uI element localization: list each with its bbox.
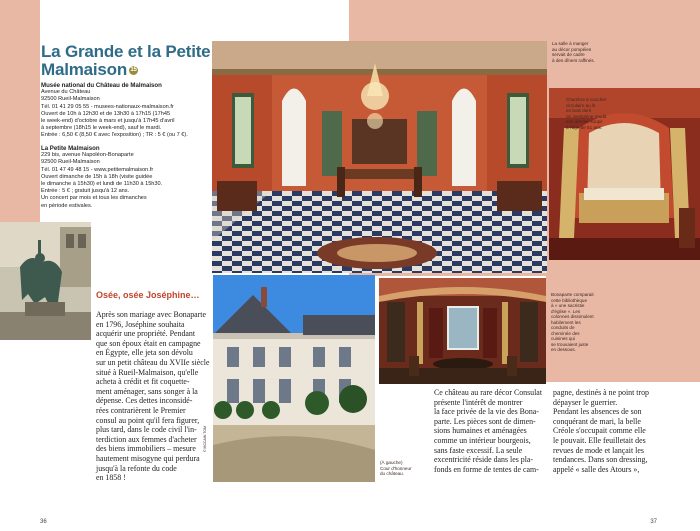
caption-dining-room bbox=[552, 41, 622, 63]
body-line: rées contrarièrent le Premier bbox=[96, 405, 186, 415]
caption-line: à l'âge de 51 ans. bbox=[566, 124, 603, 130]
info-grande bbox=[41, 82, 216, 140]
caption-line: (À gauche) bbox=[380, 460, 403, 465]
body-line: plus tard, dans le code civil l'in- bbox=[96, 425, 197, 435]
info-line: le dimanche à 15h30) et lundi de 11h30 à 15h30. bbox=[41, 181, 163, 188]
caption-line: Cour d'honneur bbox=[380, 465, 412, 471]
body-line: consul au point qu'il fera figurer, bbox=[96, 415, 200, 425]
body-line: terdiction aux femmes d'acheter bbox=[96, 434, 197, 444]
body-line: parte. Les pièces sont de dimen- bbox=[434, 416, 536, 426]
caption-line: d'église ». Les bbox=[551, 308, 581, 314]
body-column-1 bbox=[96, 310, 214, 483]
caption-line: son dernier soupir bbox=[566, 119, 603, 124]
caption-line: La salle à manger bbox=[552, 41, 589, 46]
body-line: en 1858 ! bbox=[96, 473, 126, 483]
info-line: Ouvert dimanche de 15h à 18h (visite guidée bbox=[41, 173, 153, 180]
title-line-1: La Grande et la Petite bbox=[41, 42, 211, 61]
body-line: présente l'intérêt de montrer bbox=[434, 397, 523, 407]
caption-line: en bois doré bbox=[566, 108, 592, 113]
title-line-2: Malmaison bbox=[41, 60, 128, 79]
body-line: hautement misogyne qui perdura bbox=[96, 453, 200, 463]
pink-left-sidebar bbox=[0, 0, 40, 222]
caption-line: cheminée des bbox=[551, 330, 580, 336]
body-line: Ce château au rare décor Consulat bbox=[434, 388, 543, 397]
caption-line: en dessous. bbox=[551, 347, 576, 352]
body-line: dépayser le guerrier. bbox=[553, 397, 618, 407]
info-line: Ouvert de 10h à 12h30 et de 13h30 à 17h15 (17h45 bbox=[41, 110, 171, 117]
info-line: Entrée : 6,50 € (8,50 € avec l'exposition) ; TR : 5 € (ou 7 €). bbox=[41, 132, 188, 139]
body-line: dépense. Ces dettes inconsidé- bbox=[96, 396, 193, 406]
caption-line: au décor pompéien bbox=[552, 46, 592, 52]
caption-line: colonnes dissimulent bbox=[551, 314, 594, 319]
body-line: appelé « salle des Atours », bbox=[553, 464, 640, 474]
body-line: conquérant de mari, la belle bbox=[553, 416, 641, 426]
info-line: 92500 Rueil-Malmaison bbox=[41, 96, 100, 103]
caption-line: circulaire au lit bbox=[566, 102, 596, 108]
body-line: pagne, destinés à ne point trop bbox=[553, 388, 649, 397]
body-line: sions humaines et aménagées bbox=[434, 426, 527, 436]
page-title bbox=[41, 43, 211, 79]
caption-line: où Joséphine rendit bbox=[566, 113, 607, 119]
body-line: Après son mariage avec Bonaparte bbox=[96, 310, 206, 319]
info-line: 229 bis, avenue Napoléon-Bonaparte bbox=[41, 152, 134, 159]
photo-credit: © MCCAIN TOM bbox=[203, 426, 207, 452]
info-line: Tél. 01 41 29 05 55 - musees-nationaux-malmaison.fr bbox=[41, 103, 174, 110]
body-line: jusqu'à la refonte du code bbox=[96, 463, 177, 473]
info-line: à septembre (18h15 le week-end), sauf le mardi. bbox=[41, 125, 162, 132]
body-line: Pendant les absences de son bbox=[553, 407, 642, 417]
body-line: situé à Rueil-Malmaison, qu'elle bbox=[96, 367, 199, 377]
caption-line: Chambre à coucher bbox=[566, 97, 607, 102]
info-line: Avenue du Château bbox=[41, 89, 91, 96]
page-number-left: 36 bbox=[40, 519, 47, 525]
info-petite-heading: La Petite Malmaison bbox=[41, 145, 100, 152]
body-line: revues de mode et lançait les bbox=[553, 445, 644, 455]
body-line: sur un petit château du XVIIe siècle bbox=[96, 357, 210, 367]
body-line: le pouvait. Elle feuilletait des bbox=[553, 435, 646, 445]
body-column-2 bbox=[434, 388, 552, 474]
caption-library bbox=[551, 292, 621, 353]
photo-library bbox=[379, 278, 546, 384]
info-petite bbox=[41, 145, 216, 210]
body-line: acheta à crédit et fit coquette- bbox=[96, 377, 190, 387]
caption-cour bbox=[380, 460, 430, 477]
caption-line: se trouvaient juste bbox=[551, 341, 589, 347]
info-line: en période estivales. bbox=[41, 202, 93, 209]
photo-statue bbox=[0, 222, 91, 340]
caption-line: conduits de bbox=[551, 325, 575, 330]
info-line: Tél. 01 47 49 48 15 - www.petitemalmaison.fr bbox=[41, 166, 154, 173]
body-line: sans faste excessif. La seule bbox=[434, 445, 523, 455]
body-line: excentricité réside dans les pla- bbox=[434, 455, 534, 465]
section-heading: Osée, osée Joséphine… bbox=[96, 290, 200, 300]
body-line: en Égypte, elle jeta son dévolu bbox=[96, 348, 193, 358]
info-line: Un concert par mois et tous les dimanches bbox=[41, 195, 147, 202]
body-line: fonds en forme de tentes de cam- bbox=[434, 464, 539, 474]
caption-line: à des dîners raffinés. bbox=[552, 57, 595, 63]
photo-chateau bbox=[213, 275, 375, 482]
photo-dining-room bbox=[212, 41, 547, 273]
caption-line: cuisines qui bbox=[551, 336, 576, 341]
caption-line: du château. bbox=[380, 471, 405, 476]
caption-line: habilement les bbox=[551, 319, 581, 325]
info-grande-heading: Musée national du Château de Malmaison bbox=[41, 82, 162, 89]
body-line: en 1796, Joséphine souhaita bbox=[96, 319, 185, 329]
body-line: ment aménager, sans songer à la bbox=[96, 386, 198, 396]
caption-bedroom bbox=[566, 97, 636, 130]
caption-line: cette bibliothèque bbox=[551, 297, 588, 303]
body-line: la face privée de la vie des Bona- bbox=[434, 407, 539, 417]
info-line: le week-end) d'octobre à mars et jusqu'à 17h45 d'avril bbox=[41, 118, 175, 125]
number-badge: 15 bbox=[130, 67, 137, 74]
caption-line: Bonaparte comparait bbox=[551, 292, 594, 297]
body-column-3 bbox=[553, 388, 678, 474]
body-line: tendances. Dans son dressing, bbox=[553, 455, 648, 465]
caption-line: à « une sacristie bbox=[551, 303, 585, 308]
body-line: Créole s'occupait comme elle bbox=[553, 426, 646, 436]
body-line: des biens immobiliers – mesure bbox=[96, 444, 196, 454]
info-line: Entrée : 5 € ; gratuit jusqu'à 12 ans. bbox=[41, 188, 130, 195]
body-line: comme un intérieur bourgeois, bbox=[434, 435, 531, 445]
body-line: acquérir une propriété. Pendant bbox=[96, 329, 196, 339]
info-line: 92500 Rueil-Malmaison bbox=[41, 159, 100, 166]
caption-line: servait de cadre bbox=[552, 52, 585, 57]
page-number-right: 37 bbox=[650, 519, 657, 525]
body-line: que son époux était en campagne bbox=[96, 338, 201, 348]
